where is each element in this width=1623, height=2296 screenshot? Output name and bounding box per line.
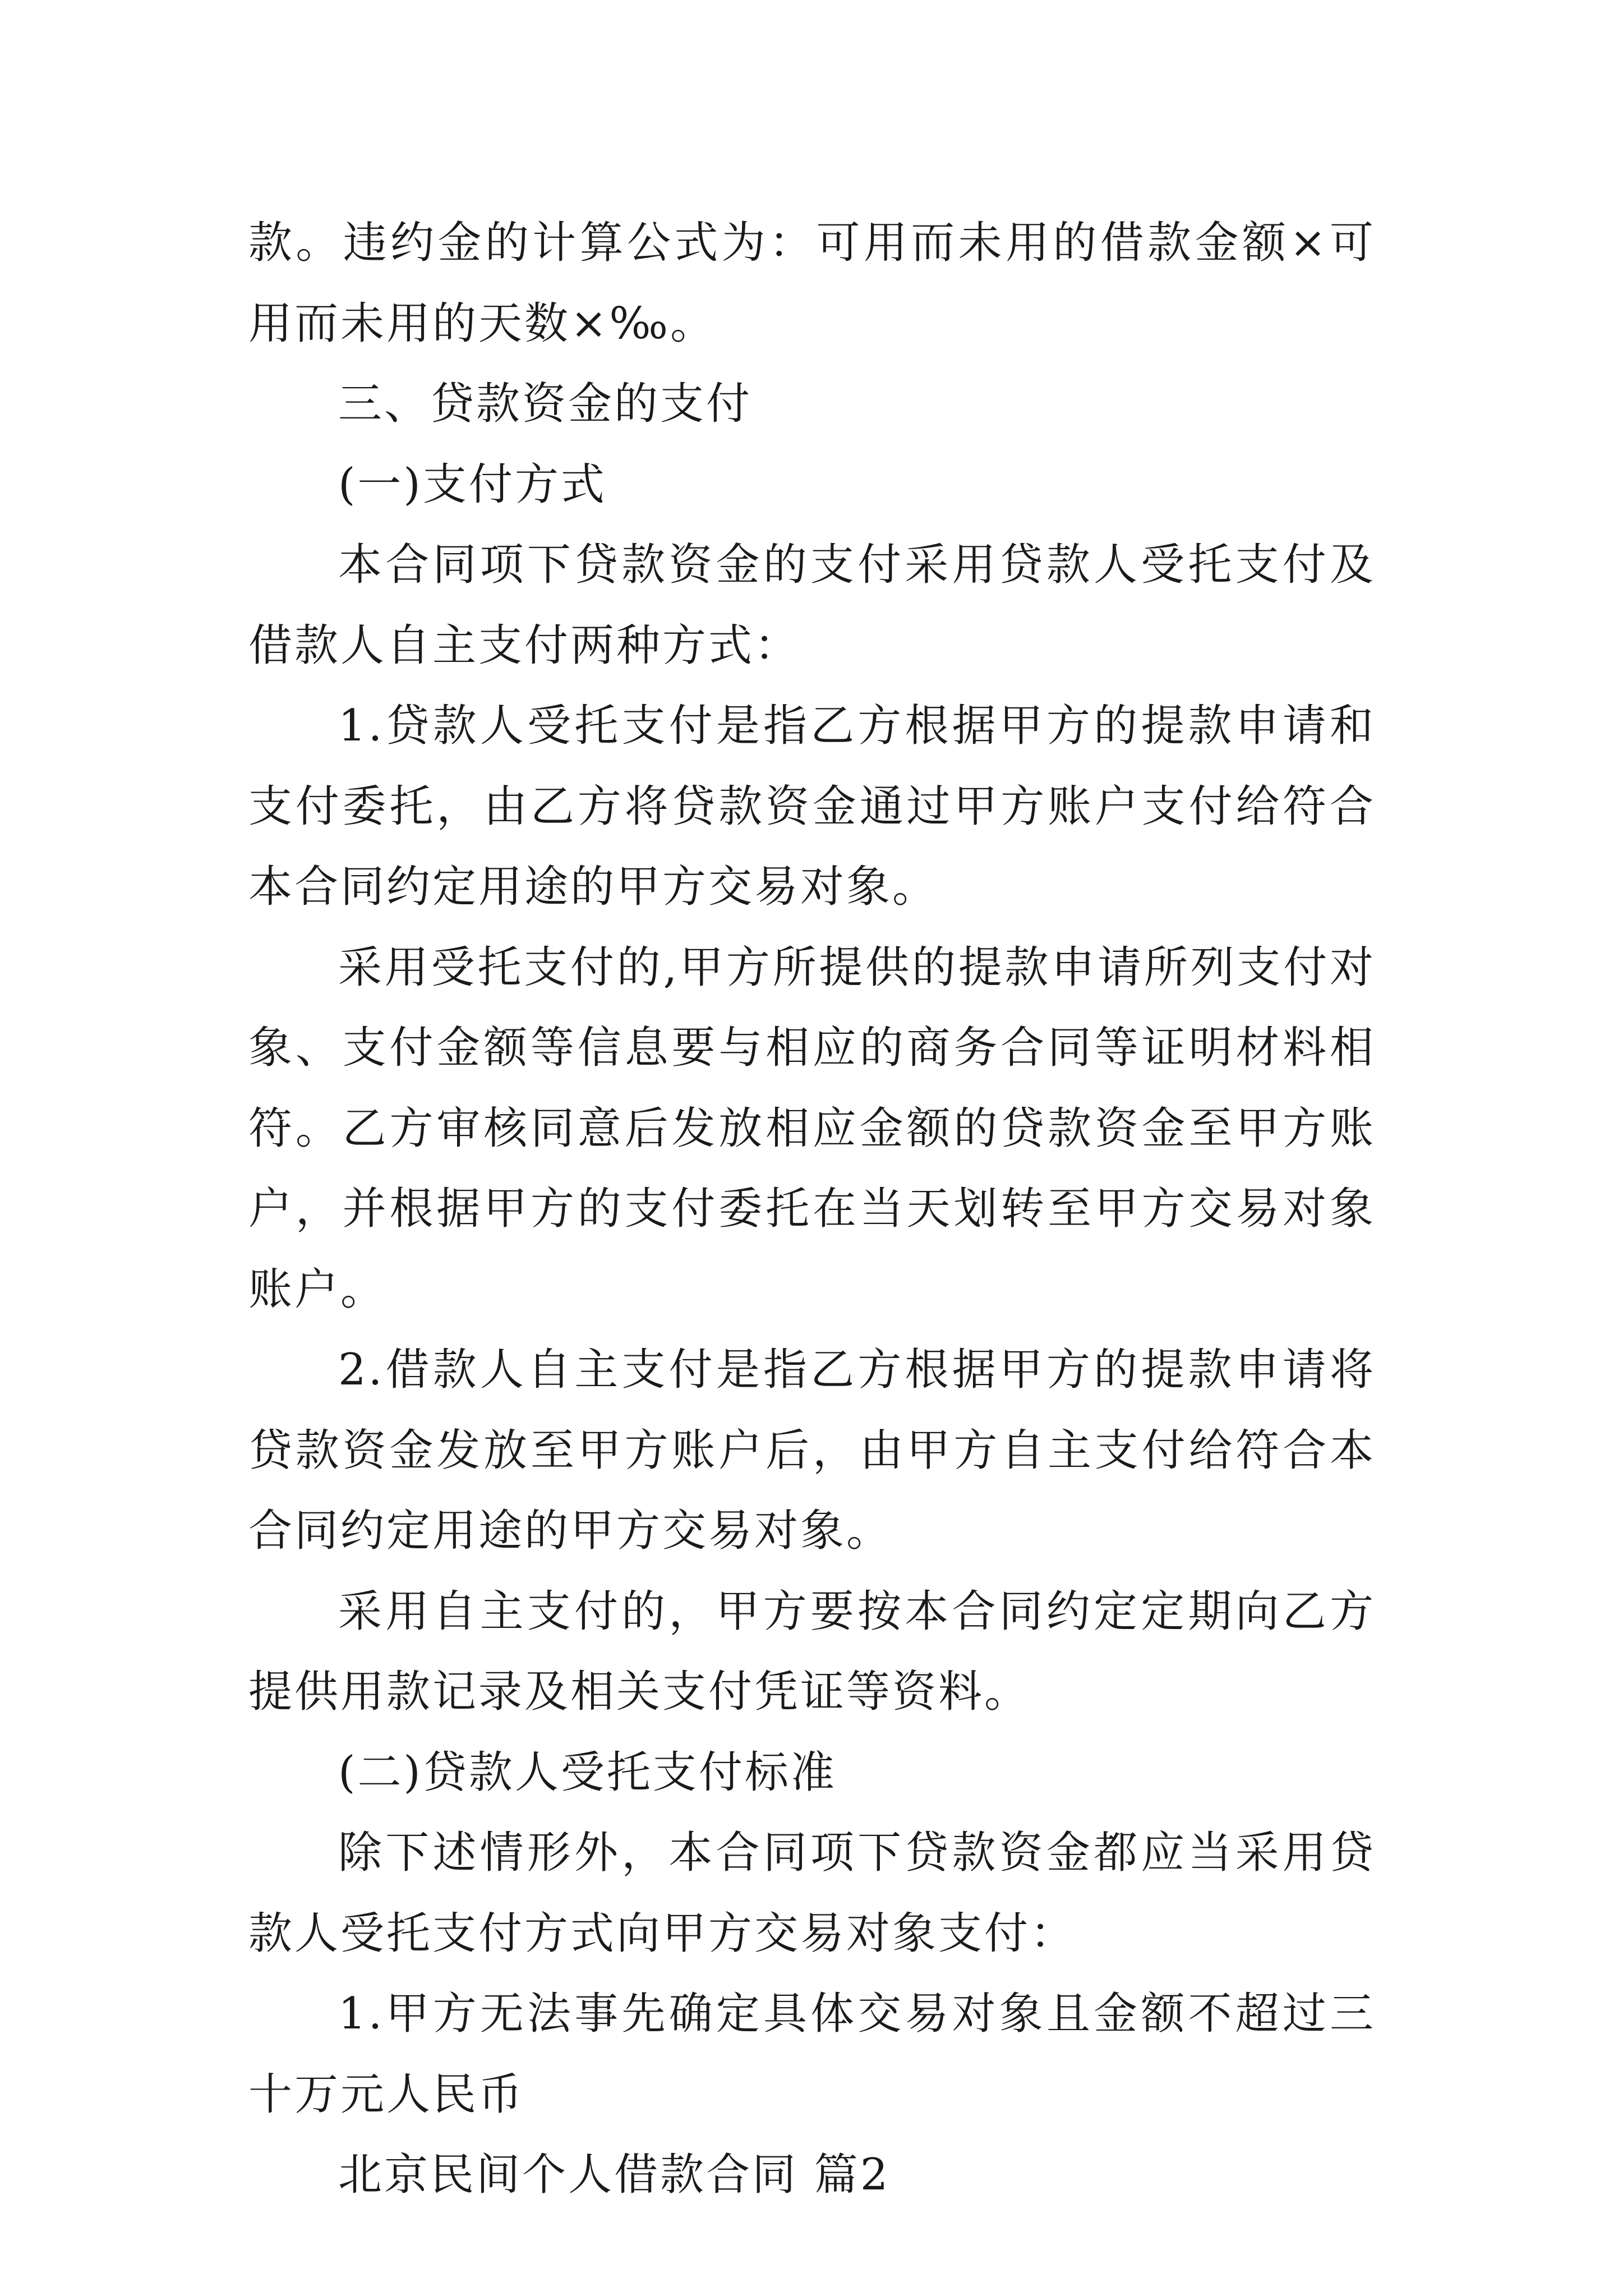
paragraph-10: 除下述情形外，本合同项下贷款资金都应当采用贷款人受托支付方式向甲方交易对象支付： — [248, 1828, 1376, 1959]
paragraph-1: 款。违约金的计算公式为：可用而未用的借款金额×可用而未用的天数×‰。 — [248, 218, 1376, 349]
paragraph-11: 1.甲方无法事先确定具体交易对象且金额不超过三十万元人民币 — [248, 1989, 1376, 2120]
paragraph-4: 本合同项下贷款资金的支付采用贷款人受托支付及借款人自主支付两种方式： — [248, 540, 1376, 671]
paragraph-7: 2.借款人自主支付是指乙方根据甲方的提款申请将贷款资金发放至甲方账户后，由甲方自主支付给符合本合同约定用途的甲方交易对象。 — [248, 1345, 1376, 1556]
next-section-title: 北京民间个人借款合同 篇2 — [338, 2150, 891, 2200]
subsection-heading-payment-method: (一)支付方式 — [338, 459, 607, 510]
paragraph-8: 采用自主支付的，甲方要按本合同约定定期向乙方提供用款记录及相关支付凭证等资料。 — [248, 1586, 1376, 1717]
paragraph-5: 1.贷款人受托支付是指乙方根据甲方的提款申请和支付委托，由乙方将贷款资金通过甲方账户支付给符合本合同约定用途的甲方交易对象。 — [248, 701, 1376, 912]
section-heading-payment: 三、贷款资金的支付 — [338, 379, 753, 429]
subsection-heading-entrusted-payment: (二)贷款人受托支付标准 — [338, 1747, 837, 1798]
document-body — [248, 203, 1376, 2216]
paragraph-6: 采用受托支付的,甲方所提供的提款申请所列支付对象、支付金额等信息要与相应的商务合同等证明材料相符。乙方审核同意后发放相应金额的贷款资金至甲方账户，并根据甲方的支付委托在当天划转至甲方交易对象账户。 — [248, 942, 1376, 1315]
